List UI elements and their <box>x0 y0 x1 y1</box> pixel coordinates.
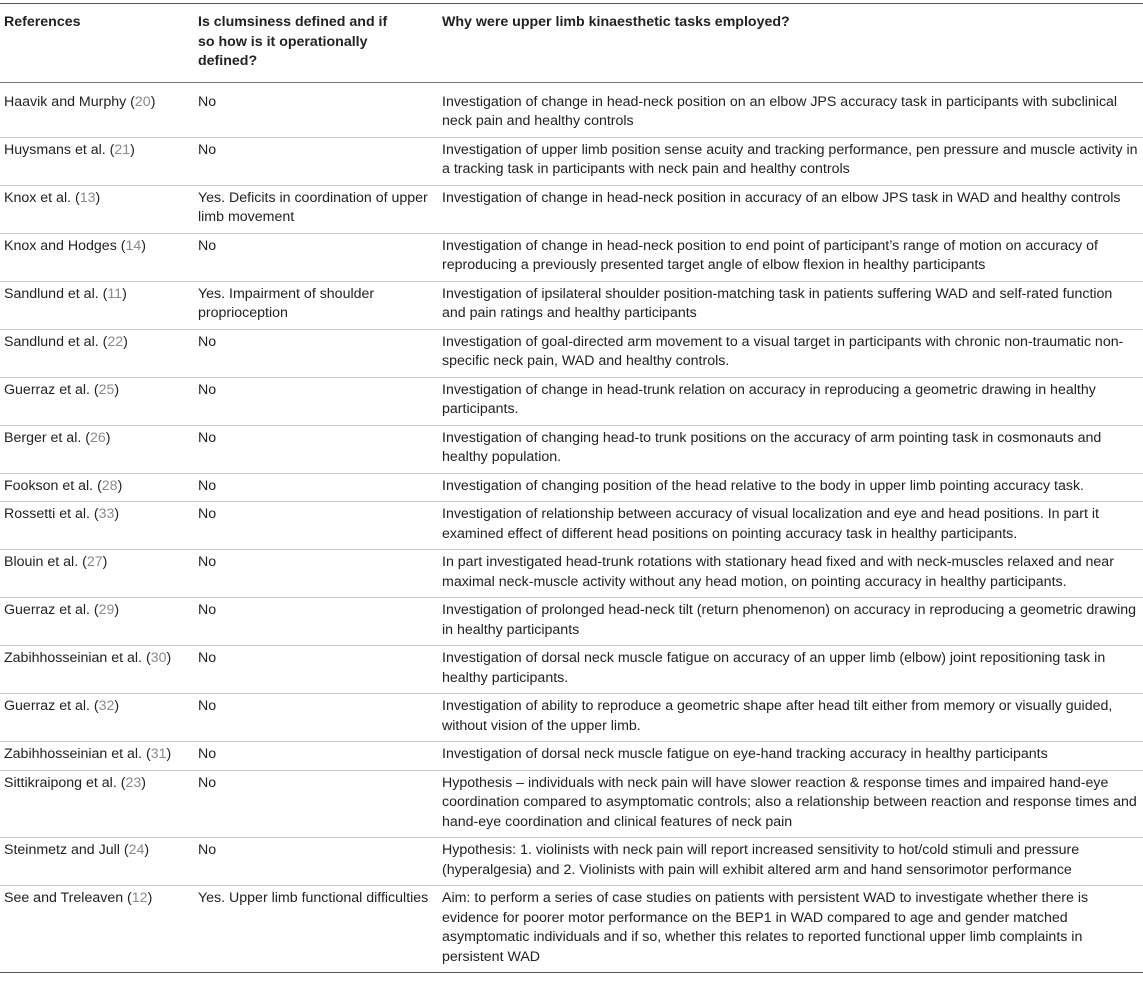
ref-open-paren: ( <box>142 746 151 762</box>
table-row <box>0 502 1143 550</box>
clumsiness-cell: No <box>194 838 438 886</box>
clumsiness-cell: No <box>194 694 438 742</box>
reference-cell <box>0 425 194 473</box>
table-row <box>0 185 1143 233</box>
reference-number-link[interactable]: 22 <box>107 333 124 350</box>
header-clumsiness-text: Is clumsiness defined and if so how is it operationally defined? <box>198 14 388 69</box>
rationale-cell: Investigation of change in head-neck position to end point of participant’s range of motion on accuracy of reproducing a previously presented target angle of elbow flexion in healthy participants <box>438 233 1143 281</box>
ref-close-paren: ) <box>122 285 127 302</box>
rationale-cell: Hypothesis: 1. violinists with neck pain will report increased sensitivity to hot/cold stimuli and pressure (hyperalgesia) and 2. Violinists with pain will exhibit altered arm and hand sensorimotor performance <box>438 838 1143 886</box>
table-row <box>0 137 1143 185</box>
reference-number-link[interactable]: 13 <box>79 189 96 206</box>
reference-number-link[interactable]: 12 <box>131 890 148 906</box>
author-name: Rossetti et al. <box>4 506 90 522</box>
reference-cell <box>0 742 194 771</box>
reference-number-link[interactable]: 27 <box>86 554 103 570</box>
rationale-cell: Investigation of relationship between accuracy of visual localization and eye and head positions. In part it examined effect of different head positions on pointing accuracy task in healthy participants. <box>438 502 1143 550</box>
studies-table-container <box>0 3 1143 973</box>
reference-cell <box>0 886 194 973</box>
reference-number-link[interactable]: 26 <box>89 429 106 446</box>
rationale-cell: Investigation of changing head-to trunk positions on the accuracy of arm pointing task in cosmonauts and healthy population. <box>438 425 1143 473</box>
table-row <box>0 425 1143 473</box>
reference-cell <box>0 598 194 646</box>
reference-cell <box>0 770 194 838</box>
table-row <box>0 233 1143 281</box>
ref-open-paren: ( <box>89 381 99 398</box>
rationale-cell: Investigation of change in head-neck position in accuracy of an elbow JPS task in WAD and healthy controls <box>438 185 1143 233</box>
ref-open-paren: ( <box>105 141 115 158</box>
rationale-cell: In part investigated head-trunk rotations with stationary head fixed and with neck-muscles relaxed and near maximal neck-muscle activity without any head motion, on pointing accuracy in healthy participants. <box>438 550 1143 598</box>
table-row <box>0 886 1143 973</box>
reference-cell <box>0 502 194 550</box>
ref-open-paren: ( <box>98 333 108 350</box>
table-row <box>0 550 1143 598</box>
clumsiness-cell: No <box>194 137 438 185</box>
ref-open-paren: ( <box>142 650 151 666</box>
header-why: Why were upper limb kinaesthetic tasks employed? <box>442 14 790 30</box>
ref-close-paren: ) <box>114 381 120 398</box>
author-name: Berger et al. <box>4 429 82 446</box>
ref-close-paren: ) <box>141 237 146 254</box>
author-name: Zabihhosseinian et al. <box>4 650 143 666</box>
table-row <box>0 82 1143 137</box>
author-name: Sandlund et al. <box>4 333 99 350</box>
clumsiness-cell: No <box>194 770 438 838</box>
reference-cell <box>0 838 194 886</box>
ref-open-paren: ( <box>119 842 129 858</box>
ref-close-paren: ) <box>166 746 172 762</box>
table-row <box>0 838 1143 886</box>
clumsiness-cell: No <box>194 377 438 425</box>
clumsiness-cell: No <box>194 425 438 473</box>
author-name: Guerraz et al. <box>4 698 90 714</box>
clumsiness-cell: No <box>194 473 438 502</box>
clumsiness-cell: No <box>194 82 438 137</box>
table-header <box>0 4 1143 83</box>
rationale-cell: Investigation of change in head-neck position on an elbow JPS accuracy task in participants with subclinical neck pain and healthy controls <box>438 82 1143 137</box>
ref-close-paren: ) <box>166 650 172 666</box>
ref-open-paren: ( <box>116 237 126 254</box>
reference-number-link[interactable]: 21 <box>114 141 131 158</box>
clumsiness-cell: Yes. Impairment of shoulder proprioception <box>194 281 438 329</box>
reference-number-link[interactable]: 28 <box>101 477 118 494</box>
clumsiness-cell: No <box>194 742 438 771</box>
clumsiness-cell: No <box>194 502 438 550</box>
ref-open-paren: ( <box>89 602 99 618</box>
reference-cell <box>0 281 194 329</box>
rationale-cell: Investigation of changing position of the head relative to the body in upper limb pointing accuracy task. <box>438 473 1143 502</box>
table-row <box>0 329 1143 377</box>
rationale-cell: Hypothesis – individuals with neck pain will have slower reaction & response times and impaired hand-eye coordination compared to asymptomatic controls; also a relationship between reaction and response times and hand-eye coordination and clinical features of neck pain <box>438 770 1143 838</box>
ref-open-paren: ( <box>126 93 135 110</box>
ref-open-paren: ( <box>116 774 126 791</box>
author-name: Huysmans et al. <box>4 141 106 158</box>
clumsiness-cell: No <box>194 329 438 377</box>
rationale-cell: Investigation of ipsilateral shoulder position-matching task in patients suffering WAD and self-rated function and pain ratings and healthy participants <box>438 281 1143 329</box>
ref-close-paren: ) <box>150 93 156 110</box>
reference-cell <box>0 646 194 694</box>
ref-close-paren: ) <box>95 189 101 206</box>
rationale-cell: Aim: to perform a series of case studies on patients with persistent WAD to investigate whether there is evidence for poorer motor performance on the BEP1 in WAD compared to age and gender matched asymptomatic individuals and if so, whether this relates to reported functional upper limb complaints in persistent WAD <box>438 886 1143 973</box>
ref-close-paren: ) <box>114 698 120 714</box>
author-name: Guerraz et al. <box>4 602 90 618</box>
reference-cell <box>0 550 194 598</box>
ref-close-paren: ) <box>102 554 108 570</box>
ref-open-paren: ( <box>89 698 99 714</box>
rationale-cell: Investigation of upper limb position sense acuity and tracking performance, pen pressure and muscle activity in a tracking task in participants with neck pain and healthy controls <box>438 137 1143 185</box>
ref-open-paren: ( <box>93 477 102 494</box>
reference-number-link[interactable]: 30 <box>150 650 167 666</box>
header-clumsiness <box>194 4 438 83</box>
author-name: Knox et al. <box>4 189 72 206</box>
reference-number-link[interactable]: 29 <box>98 602 115 618</box>
table-body <box>0 82 1143 973</box>
rationale-cell: Investigation of dorsal neck muscle fatigue on accuracy of an upper limb (elbow) joint repositioning task in healthy participants. <box>438 646 1143 694</box>
reference-cell <box>0 233 194 281</box>
table-row <box>0 377 1143 425</box>
clumsiness-cell: Yes. Upper limb functional difficulties <box>194 886 438 973</box>
reference-cell <box>0 694 194 742</box>
header-references: References <box>4 14 81 30</box>
rationale-cell: Investigation of change in head-trunk relation on accuracy in reproducing a geometric drawing in healthy participants. <box>438 377 1143 425</box>
studies-table <box>0 3 1143 973</box>
clumsiness-cell: Yes. Deficits in coordination of upper limb movement <box>194 185 438 233</box>
rationale-cell: Investigation of goal-directed arm movement to a visual target in participants with chronic non-traumatic non-specific neck pain, WAD and healthy controls. <box>438 329 1143 377</box>
ref-close-paren: ) <box>141 774 146 791</box>
ref-close-paren: ) <box>105 429 111 446</box>
header-row <box>0 4 1143 83</box>
clumsiness-cell: No <box>194 646 438 694</box>
author-name: Guerraz et al. <box>4 381 90 398</box>
reference-number-link[interactable]: 14 <box>125 237 142 254</box>
author-name: Haavik and Murphy <box>4 93 127 110</box>
ref-open-paren: ( <box>81 429 90 446</box>
ref-close-paren: ) <box>130 141 135 158</box>
reference-number-link[interactable]: 31 <box>150 746 167 762</box>
reference-number-link[interactable]: 33 <box>98 506 115 522</box>
reference-number-link[interactable]: 20 <box>134 93 151 110</box>
reference-cell <box>0 377 194 425</box>
ref-open-paren: ( <box>123 890 132 906</box>
table-row <box>0 694 1143 742</box>
author-name: Sandlund et al. <box>4 285 99 302</box>
reference-number-link[interactable]: 24 <box>128 842 145 858</box>
ref-close-paren: ) <box>117 477 123 494</box>
table-row <box>0 281 1143 329</box>
author-name: Blouin et al. <box>4 554 79 570</box>
clumsiness-cell: No <box>194 550 438 598</box>
reference-number-link[interactable]: 11 <box>107 285 123 302</box>
reference-number-link[interactable]: 25 <box>98 381 115 398</box>
table-row <box>0 646 1143 694</box>
author-name: See and Treleaven <box>4 890 124 906</box>
ref-open-paren: ( <box>71 189 80 206</box>
reference-cell <box>0 329 194 377</box>
reference-cell <box>0 82 194 137</box>
ref-open-paren: ( <box>78 554 87 570</box>
reference-cell <box>0 137 194 185</box>
ref-close-paren: ) <box>144 842 150 858</box>
author-name: Sittikraipong et al. <box>4 774 117 791</box>
clumsiness-cell: No <box>194 598 438 646</box>
ref-close-paren: ) <box>147 890 153 906</box>
ref-open-paren: ( <box>89 506 99 522</box>
author-name: Knox and Hodges <box>4 237 117 254</box>
rationale-cell: Investigation of prolonged head-neck tilt (return phenomenon) on accuracy in reproducing a geometric drawing in healthy participants <box>438 598 1143 646</box>
table-row <box>0 598 1143 646</box>
ref-close-paren: ) <box>123 333 128 350</box>
reference-cell <box>0 185 194 233</box>
ref-close-paren: ) <box>114 602 120 618</box>
table-row <box>0 473 1143 502</box>
author-name: Steinmetz and Jull <box>4 842 120 858</box>
reference-cell <box>0 473 194 502</box>
table-row <box>0 770 1143 838</box>
table-row <box>0 742 1143 771</box>
reference-number-link[interactable]: 32 <box>98 698 115 714</box>
reference-number-link[interactable]: 23 <box>125 774 142 791</box>
ref-close-paren: ) <box>114 506 120 522</box>
rationale-cell: Investigation of ability to reproduce a geometric shape after head tilt either from memory or visually guided, without vision of the upper limb. <box>438 694 1143 742</box>
author-name: Fookson et al. <box>4 477 94 494</box>
rationale-cell: Investigation of dorsal neck muscle fatigue on eye-hand tracking accuracy in healthy participants <box>438 742 1143 771</box>
author-name: Zabihhosseinian et al. <box>4 746 143 762</box>
ref-open-paren: ( <box>98 285 108 302</box>
clumsiness-cell: No <box>194 233 438 281</box>
